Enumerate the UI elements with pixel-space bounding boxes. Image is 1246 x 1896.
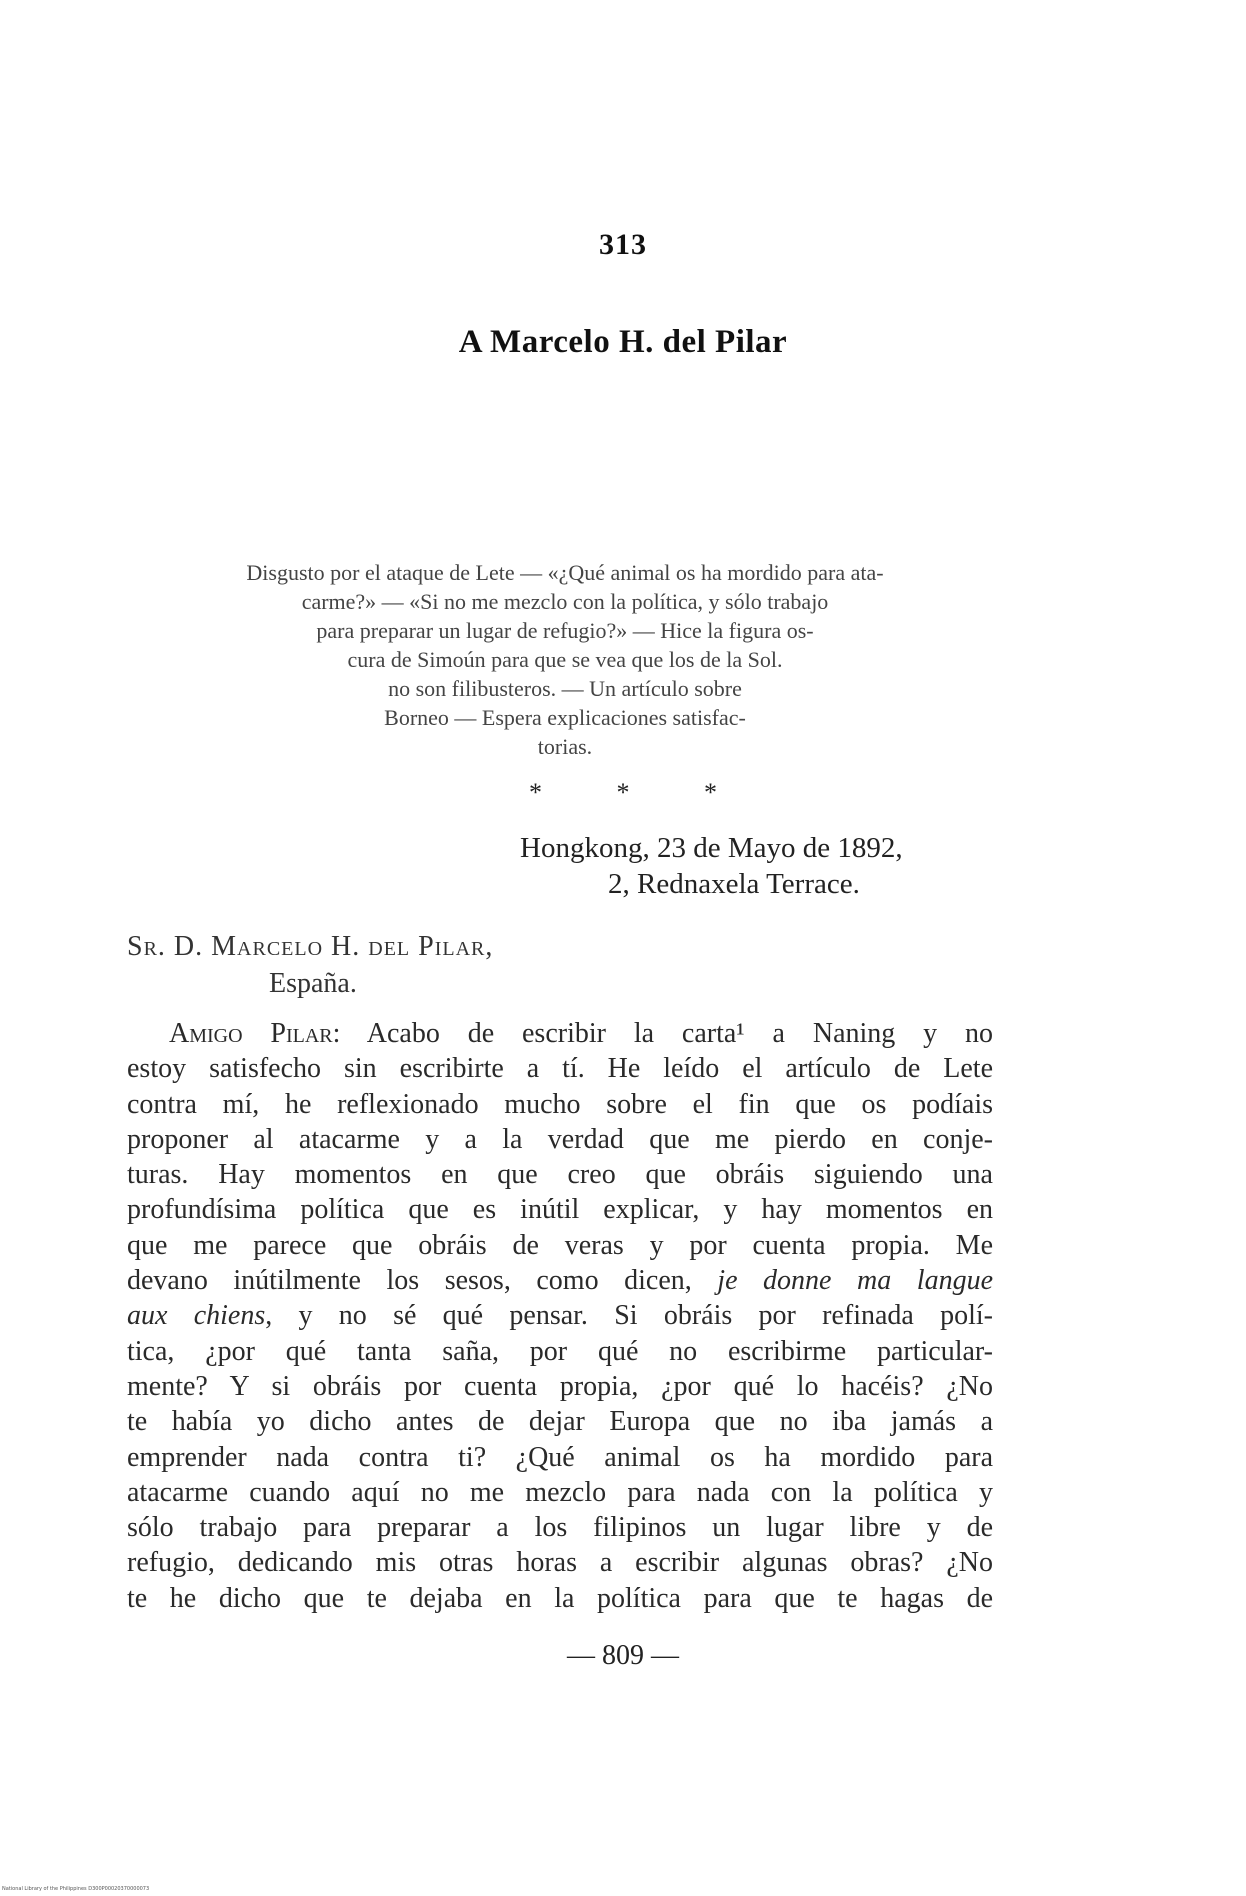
page-number: — 809 — (567, 1640, 679, 1671)
dateline-address: 2, Rednaxela Terrace. (608, 868, 860, 900)
body-line-text: Acabo de escribir la carta¹ a Naning y no (340, 1018, 994, 1049)
body-line: contra mí, he reflexionado mucho sobre el fin que os podíais (127, 1088, 993, 1120)
recipient-country: España. (269, 968, 357, 999)
body-line: tica, ¿por qué tanta saña, por qué no escribirme particular- (127, 1335, 993, 1367)
body-line-text: devano inútilmente los sesos, como dicen, (127, 1265, 718, 1297)
scan-credit: National Library of the Philippines D300P00020370000073 (2, 1886, 150, 1892)
body-line: atacarme cuando aquí no me mezclo para nada con la política y (127, 1476, 993, 1508)
body-line: sólo trabajo para preparar a los filipinos un lugar libre y de (127, 1512, 993, 1544)
dateline-place-date: Hongkong, 23 de Mayo de 1892, (520, 832, 903, 864)
recipient-block (127, 928, 493, 1002)
body-line (127, 1298, 993, 1333)
body-line: emprender nada contra ti? ¿Qué animal os ha mordido para (127, 1441, 993, 1473)
body-line (127, 1263, 993, 1298)
summary-line: Borneo — Espera explicaciones satisfac- (384, 705, 746, 730)
body-line: te he dicho que te dejaba en la política para que te hagas de (127, 1582, 993, 1614)
body-line: que me parece que obráis de veras y por cuenta propia. Me (127, 1229, 993, 1261)
dateline (520, 830, 1000, 902)
summary-line: Disgusto por el ataque de Lete — «¿Qué animal os ha mordido para ata- (246, 560, 884, 585)
body-line: mente? Y si obráis por cuenta propia, ¿por qué lo hacéis? ¿No (127, 1370, 993, 1402)
body-line: refugio, dedicando mis otras horas a escribir algunas obras? ¿No (127, 1547, 993, 1579)
body-line: estoy satisfecho sin escribirte a tí. He leído el artículo de Lete (127, 1053, 993, 1085)
summary-line: para preparar un lugar de refugio?» — Hice la figura os- (316, 618, 814, 643)
letter-title: A Marcelo H. del Pilar (458, 324, 788, 360)
letter-body (127, 1016, 993, 1616)
french-phrase: je donne ma langue (717, 1265, 993, 1297)
body-line (127, 1016, 993, 1051)
summary-line: no son filibusteros. — Un artículo sobre (388, 676, 742, 701)
letter-summary (130, 558, 1000, 761)
summary-line: carme?» — «Si no me mezclo con la política, y sólo trabajo (301, 589, 829, 614)
body-line: turas. Hay momentos en que creo que obráis siguiendo una (127, 1159, 993, 1191)
french-phrase: aux chiens (127, 1300, 266, 1332)
section-separator: * * * (529, 778, 751, 807)
body-line: profundísima política que es inútil explicar, y hay momentos en (127, 1194, 993, 1226)
body-line: proponer al atacarme y a la verdad que me pierdo en conje- (127, 1123, 993, 1155)
body-line-text: , y no sé qué pensar. Si obráis por refinada polí- (265, 1300, 994, 1332)
summary-line: cura de Simoún para que se vea que los de la Sol. (347, 647, 783, 672)
recipient-name: Sr. D. Marcelo H. del Pilar, (127, 931, 494, 962)
letter-number: 313 (599, 228, 647, 261)
summary-line: torias. (537, 734, 593, 759)
salutation: Amigo Pilar: (169, 1018, 341, 1049)
body-line: te había yo dicho antes de dejar Europa que no iba jamás a (127, 1406, 993, 1438)
